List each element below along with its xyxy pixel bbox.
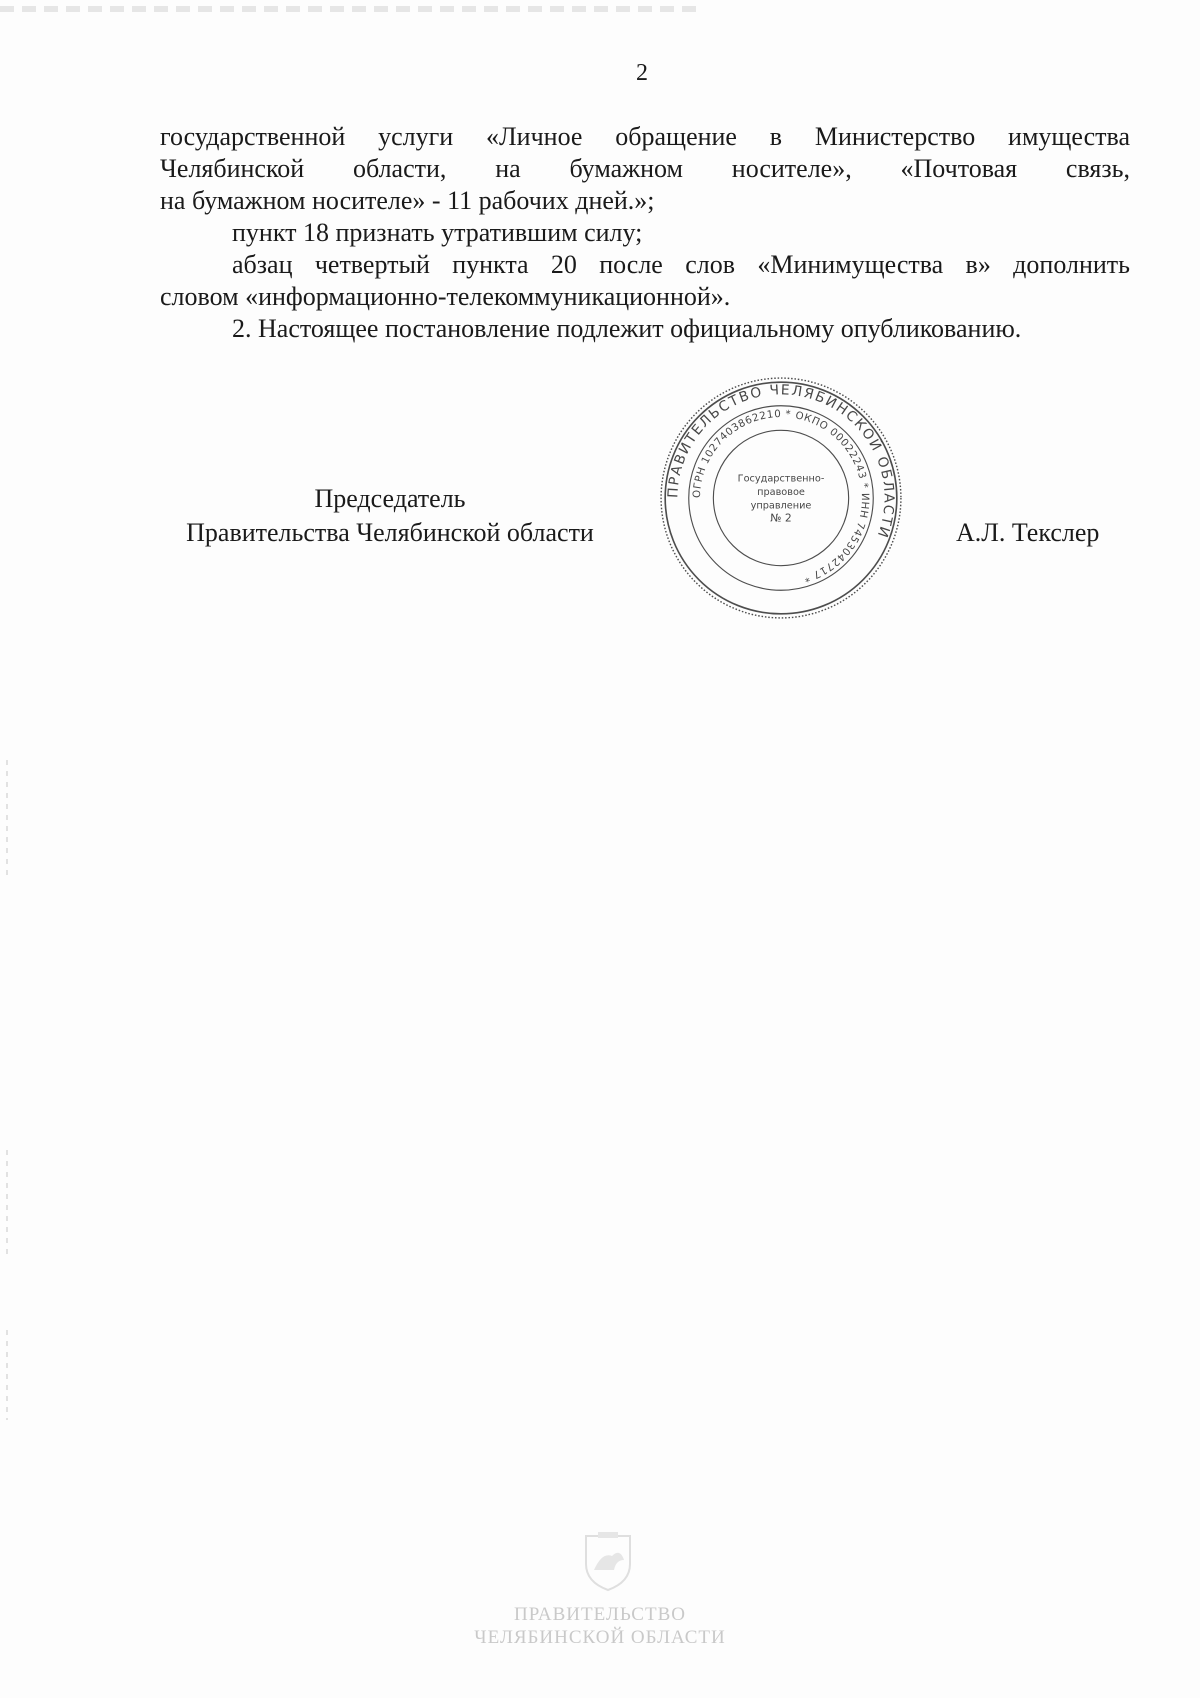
paragraph-line: Челябинской области, на бумажном носителе», «Почтовая связь, xyxy=(160,154,1130,183)
signatory-title xyxy=(160,482,620,550)
footer-watermark xyxy=(400,1603,800,1649)
stamp-center-line: управление xyxy=(750,500,812,512)
stamp-inner-text: ОГРН 1027403862210 * ОКПО 00022243 * ИНН 7453042717 * xyxy=(690,407,872,585)
scan-artifact xyxy=(6,760,8,880)
paragraph: пункт 18 признать утратившим силу; xyxy=(232,218,643,247)
paragraph: 2. Настоящее постановление подлежит официальному опубликованию. xyxy=(232,314,1022,343)
footer-line: ПРАВИТЕЛЬСТВО xyxy=(514,1604,686,1625)
coat-of-arms-icon xyxy=(580,1530,636,1594)
document-body xyxy=(160,121,1130,345)
signatory-title-line: Правительства Челябинской области xyxy=(186,518,594,547)
footer-line: ЧЕЛЯБИНСКОЙ ОБЛАСТИ xyxy=(474,1627,726,1648)
paragraph-line: на бумажном носителе» - 11 рабочих дней.»; xyxy=(160,186,655,215)
paragraph-line: словом «информационно-телекоммуникационной». xyxy=(160,282,731,311)
stamp-outer-text: ПРАВИТЕЛЬСТВО ЧЕЛЯБИНСКОЙ ОБЛАСТИ xyxy=(665,382,897,541)
scan-artifact xyxy=(6,1150,8,1260)
signatory-name: А.Л. Текслер xyxy=(956,518,1100,547)
page-number: 2 xyxy=(636,60,648,86)
scan-artifact xyxy=(6,1330,8,1420)
stamp-center-line: правовое xyxy=(757,486,805,498)
signatory-title-line: Председатель xyxy=(314,484,466,513)
official-stamp xyxy=(658,375,904,621)
paragraph-line: абзац четвертый пункта 20 после слов «Минимущества в» дополнить xyxy=(232,250,1130,279)
stamp-center-line: Государственно- xyxy=(737,473,825,485)
paragraph-line: государственной услуги «Личное обращение в Министерство имущества xyxy=(160,122,1130,151)
scan-artifact xyxy=(0,6,700,12)
stamp-center-line: № 2 xyxy=(770,511,792,525)
